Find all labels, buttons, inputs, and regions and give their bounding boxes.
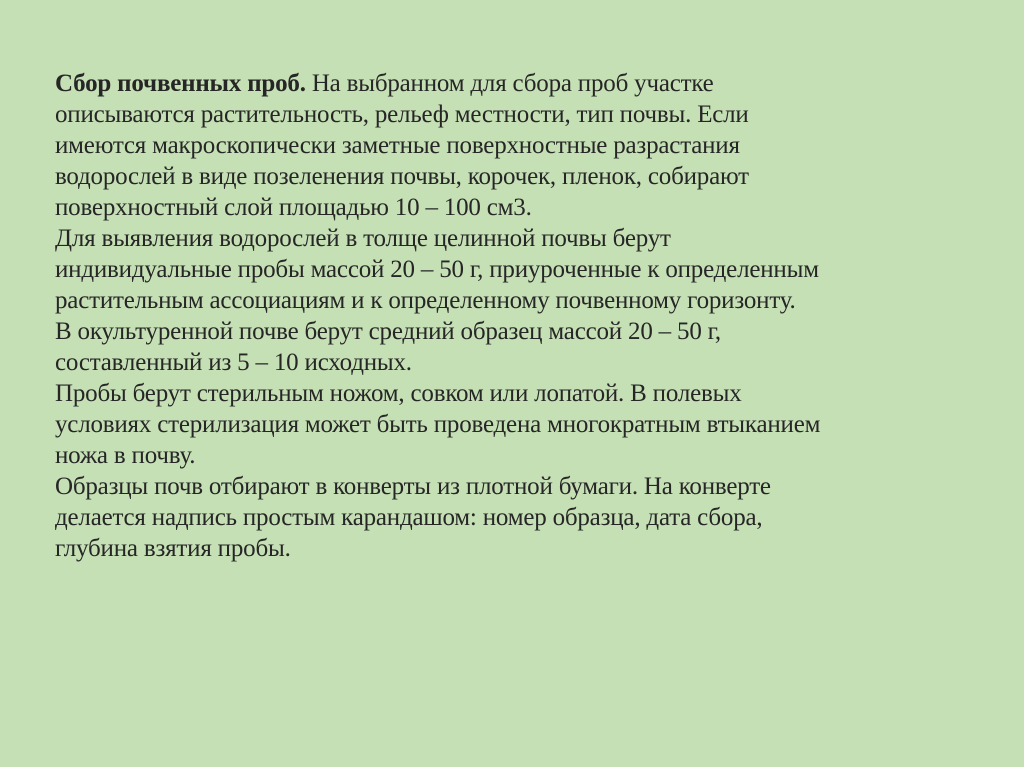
paragraph-envelopes: [55, 471, 975, 564]
text-line: описываются растительность, рельеф местности, тип почвы. Если: [55, 101, 749, 128]
paragraph-sterile-tools: [55, 378, 975, 471]
text-line: растительным ассоциациям и к определенному почвенному горизонту.: [55, 287, 796, 314]
text-line: водорослей в виде позеленения почвы, корочек, пленок, собирают: [55, 163, 749, 190]
text-line: делается надпись простым карандашом: номер образца, дата сбора,: [55, 504, 763, 531]
paragraph-soil-sampling: [55, 68, 975, 223]
text-line: поверхностный слой площадью 10 – 100 см3.: [55, 194, 532, 221]
text-line: составленный из 5 – 10 исходных.: [55, 349, 412, 376]
text-line: глубина взятия пробы.: [55, 535, 291, 562]
paragraph-cultivated-soil: [55, 316, 975, 378]
slide-text: [55, 68, 975, 564]
text-line: Пробы берут стерильным ножом, совком или лопатой. В полевых: [55, 380, 742, 407]
text-line: Образцы почв отбирают в конверты из плотной бумаги. На конверте: [55, 473, 771, 500]
text-line: На выбранном для сбора проб участке: [305, 70, 714, 97]
text-line: ножа в почву.: [55, 442, 196, 469]
text-line: имеются макроскопически заметные поверхностные разрастания: [55, 132, 740, 159]
text-line: Для выявления водорослей в толще целинной почвы берут: [55, 225, 671, 252]
text-line: В окультуренной почве берут средний образец массой 20 – 50 г,: [55, 318, 721, 345]
text-line: индивидуальные пробы массой 20 – 50 г, приуроченные к определенным: [55, 256, 819, 283]
paragraph-virgin-soil: [55, 223, 975, 316]
section-heading: Сбор почвенных проб.: [55, 70, 306, 97]
text-line: условиях стерилизация может быть проведена многократным втыканием: [55, 411, 821, 438]
